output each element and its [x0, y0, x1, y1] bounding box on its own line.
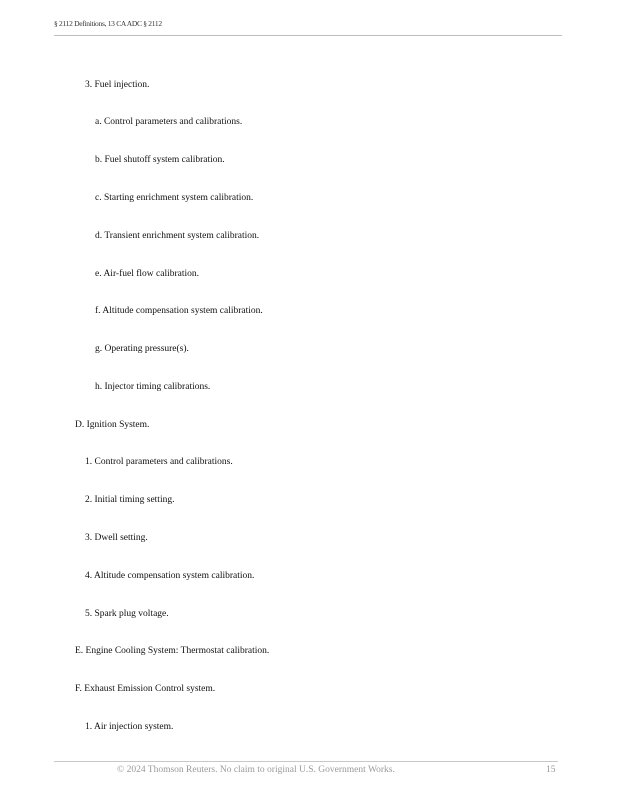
list-item: D. Ignition System.: [75, 420, 150, 430]
list-item: 5. Spark plug voltage.: [85, 609, 169, 619]
header-rule: [54, 35, 562, 36]
list-item: F. Exhaust Emission Control system.: [75, 684, 216, 694]
list-item: 4. Altitude compensation system calibration.: [85, 571, 255, 581]
list-item: E. Engine Cooling System: Thermostat calibration.: [75, 646, 270, 656]
list-item: b. Fuel shutoff system calibration.: [95, 155, 225, 165]
list-item: e. Air-fuel flow calibration.: [95, 269, 200, 279]
list-item: d. Transient enrichment system calibration.: [95, 231, 260, 241]
list-item: 1. Control parameters and calibrations.: [85, 457, 233, 467]
list-item: c. Starting enrichment system calibration.: [95, 193, 254, 203]
footer-copyright: © 2024 Thomson Reuters. No claim to original U.S. Government Works.: [117, 765, 395, 775]
list-item: g. Operating pressure(s).: [95, 344, 189, 354]
list-item: h. Injector timing calibrations.: [95, 382, 211, 392]
list-item: 1. Air injection system.: [85, 722, 174, 732]
list-item: 3. Dwell setting.: [85, 533, 148, 543]
footer-rule: [54, 761, 558, 762]
list-item: 3. Fuel injection.: [85, 80, 150, 90]
list-item: a. Control parameters and calibrations.: [95, 117, 243, 127]
list-item: 2. Initial timing setting.: [85, 495, 175, 505]
list-item: f. Altitude compensation system calibration.: [95, 306, 263, 316]
running-header: § 2112 Definitions, 13 CA ADC § 2112: [54, 19, 162, 28]
page-number: 15: [546, 765, 556, 775]
